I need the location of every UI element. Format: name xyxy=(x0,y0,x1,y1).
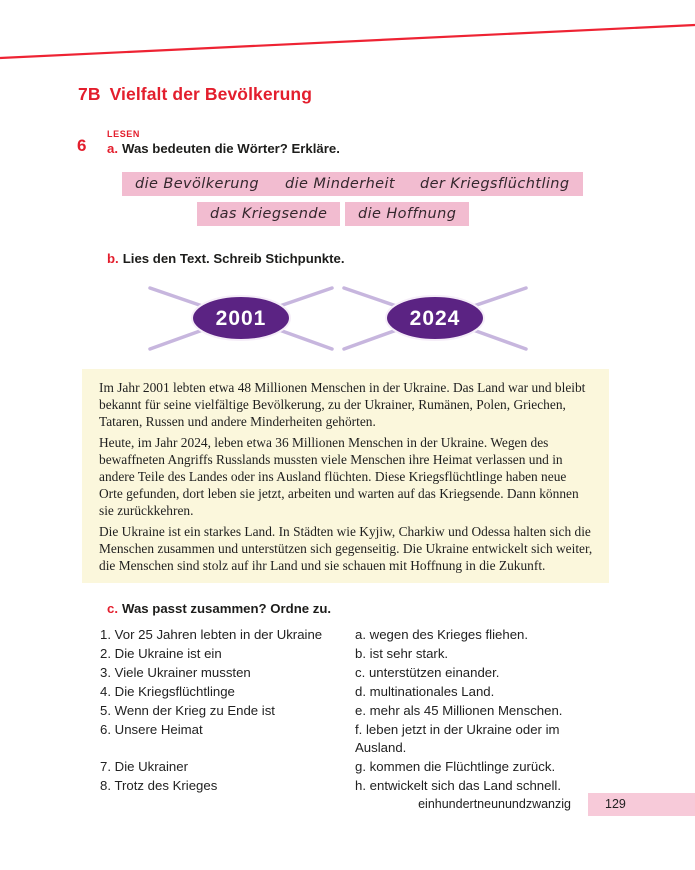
mindmap-year: 2024 xyxy=(409,307,461,330)
match-row xyxy=(100,626,612,645)
match-right-item: b. ist sehr stark. xyxy=(355,645,449,661)
task-a-instruction: Was bedeuten die Wörter? Erkläre. xyxy=(122,141,340,156)
match-row xyxy=(100,777,612,796)
vocab-chip-kriegsende: das Kriegsende xyxy=(197,202,340,226)
match-right-item: c. unterstützen einander. xyxy=(355,664,500,680)
match-right-item: e. mehr als 45 Millionen Menschen. xyxy=(355,702,563,718)
task-a-letter: a. xyxy=(107,141,118,156)
reading-paragraph: Heute, im Jahr 2024, leben etwa 36 Millionen Menschen in der Ukraine. Wegen des bewaffneten Angriffs Russlands mussten viele Menschen ihre Heimat verlassen und in andere Teile des Landes oder ins Ausland flüchten. Diese Kriegsflüchtlinge haben neue Orte gefunden, dort leben sie jetzt, arbeiten und warten auf das Kriegsende. Dann können sie zurückkehren. xyxy=(99,435,579,518)
task-a-heading xyxy=(107,141,340,156)
match-row xyxy=(100,721,612,759)
match-left-item: 5. Wenn der Krieg zu Ende ist xyxy=(100,702,275,718)
match-right-item: d. multinationales Land. xyxy=(355,683,495,699)
vocab-chip-minderheit: die Minderheit xyxy=(272,172,408,196)
match-left-item: 1. Vor 25 Jahren lebten in der Ukraine xyxy=(100,627,323,642)
vocab-chip-bevoelkerung: die Bevölkerung xyxy=(122,172,272,196)
task-c-letter: c. xyxy=(107,601,118,616)
match-row xyxy=(100,645,612,664)
reading-paragraph: Im Jahr 2001 lebten etwa 48 Millionen Menschen in der Ukraine. Das Land war und bleibt bekannt für seine vielfältige Bevölkerung, zu der Ukrainer, Rumänen, Polen, Griechen, Tataren, Russen und andere Minderheiten gehörten. xyxy=(99,380,586,429)
match-left-item: 8. Trotz des Krieges xyxy=(100,778,218,794)
mindmap-year: 2001 xyxy=(215,307,267,330)
match-row xyxy=(100,758,612,777)
match-right-item: h. entwickelt sich das Land schnell. xyxy=(355,778,561,794)
reading-paragraph: Die Ukraine ist ein starkes Land. In Städten wie Kyjiw, Charkiw und Odessa halten sich die Menschen zusammen und unterstützen sich gegenseitig. Die Ukraine entwickelt sich weiter, die Menschen sind stolz auf ihr Land und sie schauen mit Hoffnung in die Zukunft. xyxy=(99,524,593,573)
task-c-heading xyxy=(107,601,331,616)
footer-page-word: einhundertneunundzwanzig xyxy=(418,797,571,811)
match-left-item: 2. Die Ukraine ist ein xyxy=(100,645,222,661)
reading-text-box xyxy=(82,369,609,583)
match-row xyxy=(100,702,612,721)
task-b-heading xyxy=(107,251,345,266)
task-b-instruction: Lies den Text. Schreib Stichpunkte. xyxy=(122,251,345,266)
unit-heading xyxy=(78,84,312,105)
page-number-badge: 129 xyxy=(588,793,695,816)
vocab-chip-kriegsfluechtling: der Kriegsflüchtling xyxy=(407,172,583,196)
unit-title: Vielfalt der Bevölkerung xyxy=(109,84,312,104)
mindmap-2024 xyxy=(335,280,535,356)
matching-exercise-list xyxy=(100,626,612,796)
task-c-instruction: Was passt zusammen? Ordne zu. xyxy=(122,601,332,616)
match-left-item: 6. Unsere Heimat xyxy=(100,721,203,737)
mindmap-2001 xyxy=(141,280,341,356)
vocab-chip-hoffnung: die Hoffnung xyxy=(345,202,469,226)
task-b-letter: b. xyxy=(107,251,119,266)
unit-code: 7B xyxy=(78,84,101,104)
match-right-item: a. wegen des Krieges fliehen. xyxy=(355,627,529,642)
match-row xyxy=(100,664,612,683)
match-left-item: 3. Viele Ukrainer mussten xyxy=(100,664,251,680)
match-left-item: 7. Die Ukrainer xyxy=(100,759,188,775)
match-right-item: f. leben jetzt in der Ukraine oder im Ausland. xyxy=(355,721,560,756)
red-diagonal-rule xyxy=(0,0,695,70)
match-row xyxy=(100,683,612,702)
exercise-number: 6 xyxy=(77,136,87,155)
match-right-item: g. kommen die Flüchtlinge zurück. xyxy=(355,759,556,775)
skill-tag-lesen: LESEN xyxy=(107,129,141,139)
match-left-item: 4. Die Kriegsflüchtlinge xyxy=(100,683,235,699)
